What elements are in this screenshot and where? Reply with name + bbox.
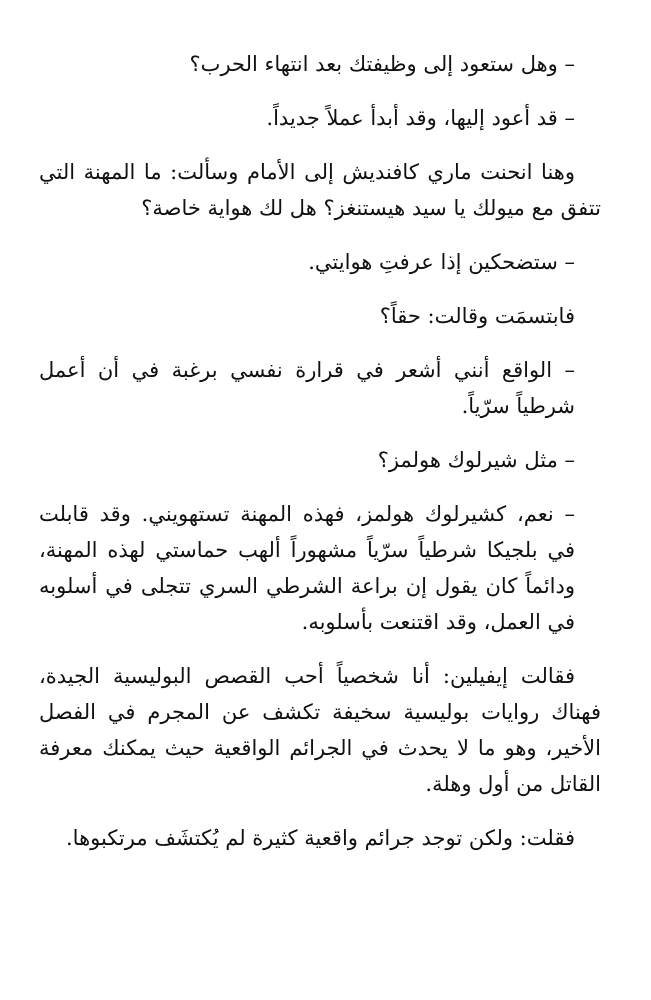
- narration-paragraph: فقالت إيفيلين: أنا شخصياً أحب القصص البوليسية الجيدة، فهناك روايات بوليسية سخيفة تكشف عن المجرم في الفصل الأخير، وهو ما لا يحدث في الجرائم الواقعية حيث يمكنك معرفة القاتل من أول وهلة.: [39, 664, 601, 796]
- dialogue-line: – نعم، كشيرلوك هولمز، فهذه المهنة تستهويني. وقد قابلت في بلجيكا شرطياً سرّياً مشهوراً ألهب حماستي لهذه المهنة، ودائماً كان يقول إن براعة الشرطي السري تتجلى في أسلوبه في العمل، وقد اقتنعت بأسلوبه.: [39, 502, 575, 634]
- narration-paragraph: فقلت: ولكن توجد جرائم واقعية كثيرة لم يُكتشَف مرتكبوها.: [66, 826, 575, 850]
- narration-paragraph: فابتسمَت وقالت: حقاً؟: [379, 304, 575, 328]
- dialogue-line: – وهل ستعود إلى وظيفتك بعد انتهاء الحرب؟: [189, 52, 575, 76]
- narration-paragraph: وهنا انحنت ماري كافنديش إلى الأمام وسألت: ما المهنة التي تتفق مع ميولك يا سيد هيستنغز؟ هل لك هواية خاصة؟: [39, 160, 601, 220]
- book-page: [39, 46, 601, 874]
- dialogue-line: – مثل شيرلوك هولمز؟: [377, 448, 575, 472]
- dialogue-line: – الواقع أنني أشعر في قرارة نفسي برغبة في أن أعمل شرطياً سرّياً.: [39, 358, 575, 418]
- dialogue-line: – قد أعود إليها، وقد أبدأ عملاً جديداً.: [266, 106, 575, 130]
- dialogue-line: – ستضحكين إذا عرفتِ هوايتي.: [308, 250, 575, 274]
